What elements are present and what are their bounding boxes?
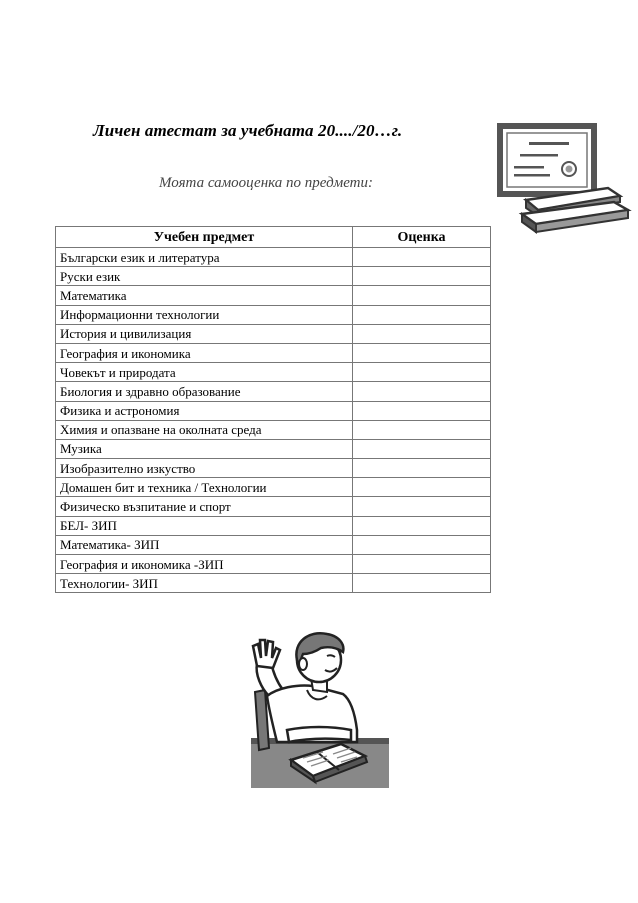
table-row bbox=[56, 555, 491, 574]
grade-column-header: Оценка bbox=[353, 227, 491, 248]
table-row bbox=[56, 305, 491, 324]
grade-cell[interactable] bbox=[353, 401, 491, 420]
page-subtitle: Моята самооценка по предмети: bbox=[159, 175, 374, 191]
subject-cell: Домашен бит и техника / Технологии bbox=[56, 478, 353, 497]
grade-cell[interactable] bbox=[353, 267, 491, 286]
subject-cell: Руски език bbox=[56, 267, 353, 286]
grade-cell[interactable] bbox=[353, 497, 491, 516]
certificate-books-icon bbox=[496, 122, 632, 238]
grade-cell[interactable] bbox=[353, 305, 491, 324]
table-row bbox=[56, 324, 491, 343]
grade-cell[interactable] bbox=[353, 363, 491, 382]
page-title: Личен атестат за учебната 20..../20…г. bbox=[93, 121, 403, 140]
table-row bbox=[56, 343, 491, 362]
grade-cell[interactable] bbox=[353, 286, 491, 305]
subject-cell: География и икономика bbox=[56, 343, 353, 362]
grade-cell[interactable] bbox=[353, 343, 491, 362]
grade-cell[interactable] bbox=[353, 248, 491, 267]
grade-cell[interactable] bbox=[353, 535, 491, 554]
subject-cell: Изобразително изкуство bbox=[56, 459, 353, 478]
grade-cell[interactable] bbox=[353, 382, 491, 401]
subject-cell: БЕЛ- ЗИП bbox=[56, 516, 353, 535]
grade-cell[interactable] bbox=[353, 439, 491, 458]
subject-cell: История и цивилизация bbox=[56, 324, 353, 343]
table-row bbox=[56, 267, 491, 286]
table-row bbox=[56, 363, 491, 382]
subject-cell: Информационни технологии bbox=[56, 305, 353, 324]
grade-cell[interactable] bbox=[353, 516, 491, 535]
table-row bbox=[56, 248, 491, 267]
subject-cell: Химия и опазване на околната среда bbox=[56, 420, 353, 439]
table-row bbox=[56, 286, 491, 305]
grade-cell[interactable] bbox=[353, 574, 491, 593]
subject-cell: Физика и астрономия bbox=[56, 401, 353, 420]
table-row bbox=[56, 574, 491, 593]
table-row bbox=[56, 497, 491, 516]
subject-cell: География и икономика -ЗИП bbox=[56, 555, 353, 574]
table-row bbox=[56, 478, 491, 497]
subject-cell: Български език и литература bbox=[56, 248, 353, 267]
subject-cell: Физическо възпитание и спорт bbox=[56, 497, 353, 516]
table-row bbox=[56, 420, 491, 439]
subject-cell: Биология и здравно образование bbox=[56, 382, 353, 401]
grade-cell[interactable] bbox=[353, 478, 491, 497]
grades-table bbox=[55, 226, 491, 593]
subject-cell: Технологии- ЗИП bbox=[56, 574, 353, 593]
subject-cell: Човекът и природата bbox=[56, 363, 353, 382]
table-row bbox=[56, 382, 491, 401]
grade-cell[interactable] bbox=[353, 324, 491, 343]
table-header-row bbox=[56, 227, 491, 248]
subject-cell: Математика- ЗИП bbox=[56, 535, 353, 554]
table-row bbox=[56, 439, 491, 458]
table-row bbox=[56, 459, 491, 478]
table-row bbox=[56, 535, 491, 554]
grade-cell[interactable] bbox=[353, 420, 491, 439]
subject-cell: Музика bbox=[56, 439, 353, 458]
grade-cell[interactable] bbox=[353, 555, 491, 574]
subject-column-header: Учебен предмет bbox=[56, 227, 353, 248]
grade-cell[interactable] bbox=[353, 459, 491, 478]
subject-cell: Математика bbox=[56, 286, 353, 305]
table-row bbox=[56, 516, 491, 535]
student-raising-hand-icon bbox=[247, 630, 393, 790]
table-row bbox=[56, 401, 491, 420]
